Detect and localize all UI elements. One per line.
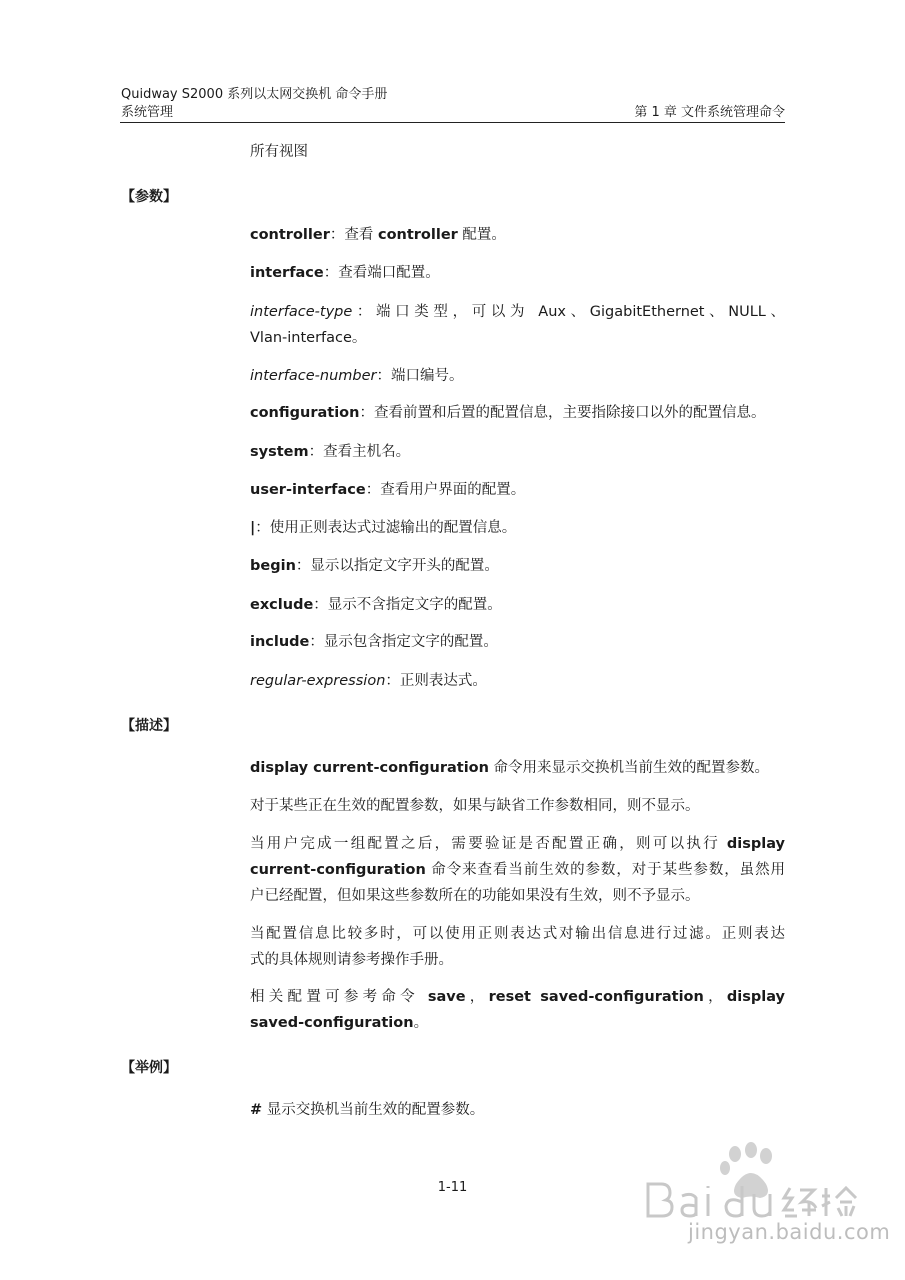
desc-line — [250, 857, 785, 883]
desc-command: display — [726, 836, 785, 852]
param-term: begin — [250, 558, 296, 574]
param-system — [250, 439, 785, 465]
desc-paragraph-4 — [250, 921, 785, 973]
param-text: ：显示不含指定文字的配置。 — [313, 597, 502, 613]
param-term: exclude — [250, 597, 314, 613]
param-text: ：查看端口配置。 — [323, 265, 440, 281]
param-text: ：使用正则表达式过滤输出的配置信息。 — [255, 520, 517, 536]
param-interface — [250, 260, 785, 286]
param-interface-type — [250, 299, 785, 351]
desc-sep: ， — [465, 989, 489, 1005]
param-line-1 — [250, 299, 785, 325]
desc-text: 命令来查看当前生效的参数，对于某些参数，虽然用 — [425, 862, 785, 878]
example-hash: # — [250, 1102, 263, 1118]
desc-command: save — [427, 989, 466, 1005]
param-term: user-interface — [250, 482, 366, 498]
desc-text: 命令用来显示交换机当前生效的配置参数。 — [488, 760, 770, 776]
param-term: include — [250, 634, 310, 650]
param-controller — [250, 222, 785, 248]
param-term: configuration — [250, 405, 360, 421]
desc-paragraph-2: 对于某些正在生效的配置参数，如果与缺省工作参数相同，则不显示。 — [250, 798, 700, 814]
param-term: interface — [250, 265, 324, 281]
param-term-inline: controller — [377, 227, 458, 243]
desc-sep: ， — [703, 989, 727, 1005]
desc-command: display — [726, 989, 786, 1005]
desc-text: 相关配置可参考命令 — [250, 989, 428, 1005]
section-heading-params: 【参数】 — [121, 189, 177, 205]
param-line-2: Vlan-interface。 — [250, 330, 367, 346]
param-text: ：端口编号。 — [376, 368, 464, 384]
param-text: ：正则表达式。 — [385, 673, 487, 689]
param-exclude — [250, 592, 785, 618]
param-text: ：查看 — [329, 227, 378, 243]
view-text: 所有视图 — [250, 144, 308, 160]
param-term: system — [250, 444, 309, 460]
param-term: interface-type — [250, 304, 353, 320]
desc-line — [250, 831, 785, 857]
page-number: 1-11 — [437, 1180, 468, 1195]
desc-line — [250, 984, 785, 1010]
desc-text: 当用户完成一组配置之后，需要验证是否配置正确，则可以执行 — [250, 836, 727, 852]
param-term: regular-expression — [250, 673, 386, 689]
param-interface-number — [250, 363, 785, 389]
desc-paragraph-1 — [250, 755, 785, 781]
param-begin — [250, 553, 785, 579]
desc-command: current-configuration — [250, 862, 426, 878]
desc-text: 。 — [413, 1015, 429, 1031]
desc-paragraph-5 — [250, 984, 785, 1036]
desc-line: 当配置信息比较多时，可以使用正则表达式对输出信息进行过滤。正则表达 — [250, 926, 785, 942]
param-text: ：查看用户界面的配置。 — [365, 482, 526, 498]
desc-command: display current-configuration — [250, 760, 489, 776]
param-regular-expression — [250, 668, 785, 694]
param-pipe — [250, 515, 785, 541]
section-heading-desc: 【描述】 — [121, 718, 177, 734]
header-chapter: 第 1 章 文件系统管理命令 — [634, 105, 785, 120]
param-configuration — [250, 400, 785, 426]
header-section: 系统管理 — [121, 105, 174, 120]
param-term: interface-number — [250, 368, 377, 384]
header-title: Quidway S2000 系列以太网交换机 命令手册 — [121, 87, 388, 102]
param-text: ：查看前置和后置的配置信息，主要指除接口以外的配置信息。 — [359, 405, 766, 421]
desc-line: 式的具体规则请参考操作手册。 — [250, 952, 453, 968]
header-divider — [120, 122, 785, 123]
param-user-interface — [250, 477, 785, 503]
example-line — [250, 1097, 785, 1123]
desc-command: reset saved-configuration — [488, 989, 704, 1005]
desc-paragraph-3 — [250, 831, 785, 909]
param-text: ：显示包含指定文字的配置。 — [309, 634, 498, 650]
desc-line — [250, 1010, 785, 1036]
param-term: | — [250, 520, 256, 536]
baidu-watermark-logo — [640, 1140, 890, 1270]
param-text: ：端口类型，可以为 Aux、GigabitEthernet、NULL、 — [352, 304, 785, 320]
param-text: ：显示以指定文字开头的配置。 — [295, 558, 499, 574]
example-text: 显示交换机当前生效的配置参数。 — [262, 1102, 485, 1118]
param-term: controller — [250, 227, 330, 243]
section-heading-example: 【举例】 — [121, 1060, 177, 1076]
desc-command: saved-configuration — [250, 1015, 414, 1031]
param-text: ：查看主机名。 — [308, 444, 411, 460]
param-text-end: 配置。 — [457, 227, 506, 243]
desc-line: 户已经配置，但如果这些参数所在的功能如果没有生效，则不予显示。 — [250, 888, 700, 904]
watermark-text: jingyan.baidu.com — [688, 1220, 891, 1244]
param-include — [250, 629, 785, 655]
